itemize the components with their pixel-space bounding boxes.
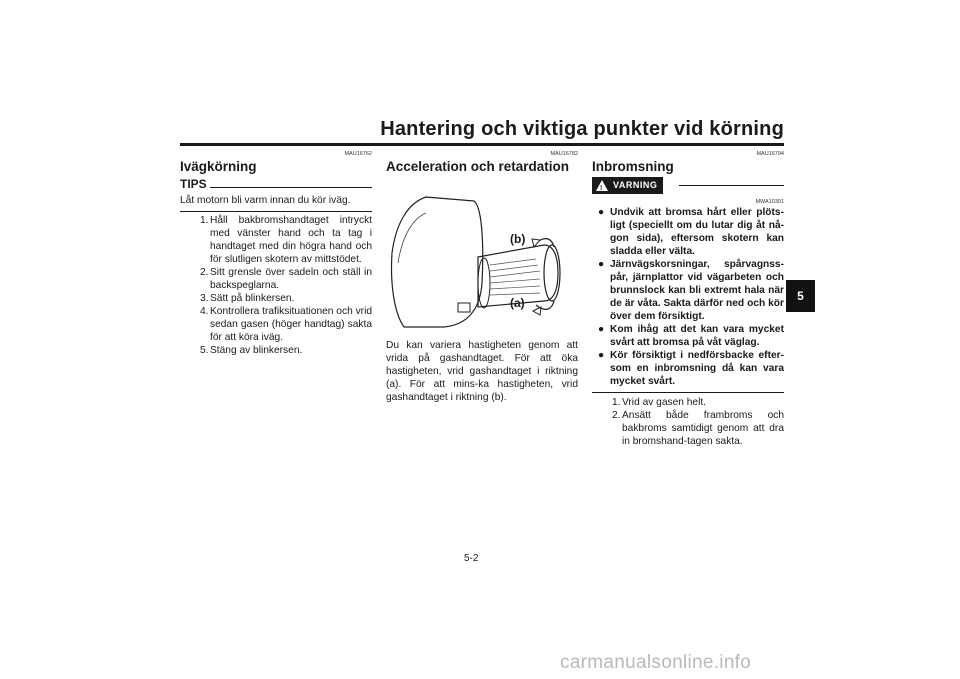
section-inbromsning bbox=[592, 150, 784, 448]
bullet-icon: ● bbox=[598, 259, 605, 270]
list-item: ● Järnvägskorsningar, spårvagnss-pår, järnplattor vid vägarbeten och brunnslock kan bli extremt hala när de är våta. Sakta därför ned och kör över dem försiktigt. bbox=[598, 259, 784, 322]
section-ivagkorning bbox=[180, 150, 372, 357]
list-item: ● Kom ihåg att det kan vara mycket svårt att bromsa på våt väglag. bbox=[598, 324, 784, 348]
list-item: 1. Vrid av gasen helt. bbox=[612, 397, 707, 408]
section-code: MAU16794 bbox=[756, 151, 784, 157]
list-item: ● Undvik att bromsa hårt eller plöts-ligt (speciellt om du lutar dig åt nå-gon sida), eftersom skotern kan sladda eller välta. bbox=[598, 207, 784, 257]
section-heading: Ivägkörning bbox=[180, 159, 257, 174]
list-item: 3. Sätt på blinkersen. bbox=[200, 293, 295, 304]
steps-list bbox=[592, 396, 784, 448]
list-item: 1. Håll bakbromshandtaget intryckt med vänster hand och ta tag i handtaget med din högra hand och för slutligen skotern av mittstödet. bbox=[200, 215, 372, 265]
warning-list bbox=[592, 206, 784, 388]
tips-label: TIPS bbox=[180, 177, 207, 191]
steps-list bbox=[180, 214, 372, 357]
list-item: 2. Sitt grensle över sadeln och ställ in backspeglarna. bbox=[200, 267, 372, 291]
list-item: 4. Kontrollera trafiksituationen och vrid sedan gasen (höger handtag) sakta för att köra iväg. bbox=[200, 306, 372, 343]
section-code: MAU16762 bbox=[344, 151, 372, 157]
section-heading: Inbromsning bbox=[592, 159, 674, 174]
warning-header bbox=[592, 177, 784, 194]
section-acceleration bbox=[386, 150, 578, 404]
warning-code: MWA10301 bbox=[755, 199, 784, 205]
bullet-icon: ● bbox=[598, 207, 605, 218]
tips-text: Låt motorn bli varm innan du kör iväg. bbox=[180, 194, 372, 212]
list-item: 5. Stäng av blinkersen. bbox=[200, 345, 303, 356]
section-paragraph: Du kan variera hastigheten genom att vrida på gashandtaget. För att öka hastigheten, vrid gashandtaget i riktning (a). För att mins-ka hastigheten, vrid gashandtaget i riktning (b). bbox=[386, 340, 578, 403]
bullet-icon: ● bbox=[598, 324, 605, 335]
list-item: 2. Ansätt både frambroms och bakbroms samtidigt genom att dra in bromshand-tagen sakta. bbox=[612, 410, 784, 447]
page-header-title: Hantering och viktiga punkter vid körning bbox=[380, 118, 784, 140]
warning-triangle-icon: ! bbox=[596, 180, 608, 191]
watermark: carmanualsonline.info bbox=[560, 652, 752, 673]
warning-rule bbox=[679, 185, 784, 186]
page-number: 5-2 bbox=[464, 553, 479, 564]
tips-header bbox=[180, 178, 372, 191]
list-item: ● Kör försiktigt i nedförsbacke efter-som en inbromsning då kan vara mycket svårt. bbox=[598, 350, 784, 387]
chapter-tab: 5 bbox=[786, 280, 815, 312]
throttle-grip-drawing bbox=[386, 183, 578, 333]
header-rule bbox=[180, 143, 784, 146]
tips-rule bbox=[210, 187, 372, 188]
figure-label-b: (b) bbox=[510, 232, 526, 246]
warning-end-rule bbox=[592, 392, 784, 393]
throttle-illustration bbox=[386, 183, 578, 333]
bullet-icon: ● bbox=[598, 350, 605, 361]
section-code: MAU16782 bbox=[550, 151, 578, 157]
warning-label: VARNING bbox=[613, 180, 658, 190]
warning-badge bbox=[592, 177, 663, 194]
section-heading: Acceleration och retardation bbox=[386, 159, 570, 174]
figure-label-a: (a) bbox=[510, 296, 525, 310]
